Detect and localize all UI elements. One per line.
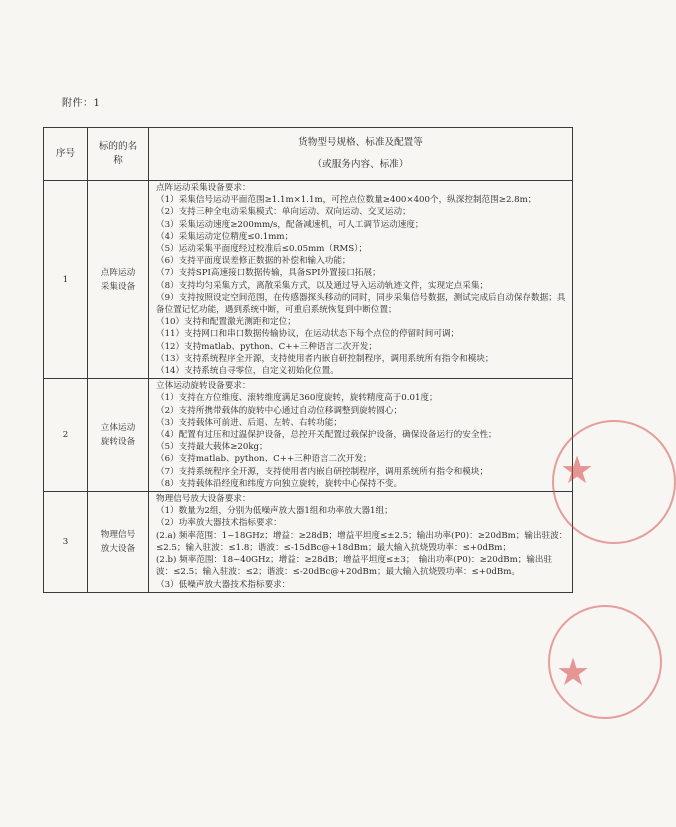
- spec-line: （8）支持均匀采集方式，离散采集方式，以及通过导入运动轨迹文件，实现定点采集；: [156, 280, 489, 291]
- header-spec-line2: （或服务内容、标准）: [312, 159, 409, 170]
- spec-lines: [149, 181, 572, 378]
- header-name: [88, 128, 149, 181]
- table-row: [44, 492, 573, 593]
- row-no: 2: [44, 379, 88, 492]
- spec-line: （4）采集运动定位精度≤0.1mm；: [156, 231, 294, 242]
- spec-line: （14）支持系统自寻零位，自定义初始化位置。: [156, 366, 339, 377]
- table-row: [44, 181, 573, 379]
- row-name: [88, 181, 149, 379]
- seal-star-icon: ★: [560, 448, 595, 492]
- row-name: [88, 492, 149, 593]
- spec-line: （2）支持三种全电动采集模式：单向运动、双向运动、交叉运动；: [156, 207, 411, 218]
- spec-line: （1）数量为2组，分别为低噪声放大器1组和功率放大器1组；: [156, 506, 393, 517]
- spec-line: （2）功率放大器技术指标要求：: [156, 518, 282, 529]
- header-row: [44, 128, 573, 181]
- spec-line: （8）支持载体沿经度和纬度方向独立旋转，旋转中心保持不变。: [156, 478, 403, 489]
- spec-line: (2.b) 频率范围：18~40GHz；增益：≥28dB；增益平坦度≤±3； 输出功率(P0)：≥20dBm；输出驻波：≤2.5；输入驻波：≤2；谐波：≤-20dBc@+20dBm；最大输入抗烧毁功率：≤+0dBm。: [156, 555, 553, 578]
- spec-line: （7）支持系统程序全开源，支持使用者内嵌自研控制程序，调用系统所有指令和模块；: [156, 466, 489, 477]
- spec-line: （1）采集信号运动平面范围≥1.1m×1.1m，可控点位数量≥400×400个，纵深控制范围≥2.8m；: [156, 195, 537, 206]
- spec-lines: [149, 379, 572, 491]
- header-name-text: 标的的名称: [98, 140, 138, 166]
- spec-line: （3）低噪声放大器技术指标要求：: [156, 579, 291, 590]
- spec-table: [43, 127, 573, 593]
- table-row: [44, 379, 573, 492]
- row-name: [88, 379, 149, 492]
- spec-line: （11）支持网口和串口数据传输协议，在运动状态下每个点位的停留时间可调；: [156, 329, 460, 340]
- row-no: 1: [44, 181, 88, 379]
- spec-line: 物理信号放大设备要求：: [156, 494, 251, 505]
- spec-line: （2）支持所携带载体的旋转中心通过自动位移调整到旋转圆心；: [156, 405, 403, 416]
- row-spec: [149, 492, 573, 593]
- row-spec: [149, 181, 573, 379]
- header-no: 序号: [44, 128, 88, 181]
- spec-line: 立体运动旋转设备要求：: [156, 381, 251, 392]
- attachment-label: 附件：1: [62, 98, 101, 109]
- spec-line: （10）支持和配置激光测距和定位；: [156, 317, 296, 328]
- spec-lines: [149, 492, 572, 592]
- spec-line: （4）配置有过压和过温保护设备，总控开关配置过载保护设备，确保设备运行的安全性；: [156, 430, 497, 441]
- spec-line: （13）支持系统程序全开源，支持使用者内嵌自研控制程序，调用系统所有指令和模块；: [156, 353, 494, 364]
- spec-line: （6）支持平面度误差修正数据的补偿和输入功能；: [156, 256, 351, 267]
- spec-line: （5）运动采集平面度经过校准后≤0.05mm（RMS）；: [156, 244, 368, 255]
- row-no: 3: [44, 492, 88, 593]
- spec-line: （9）支持按照设定空间范围，在传感器探头移动的同时，同步采集信号数据，测试完成后自动保存数据；具备位置记忆功能，遇到系统中断，可重启系统恢复到中断位置；: [156, 292, 566, 316]
- spec-line: (2.a) 频率范围：1~18GHz；增益：≥28dB；增益平坦度≤±2.5；输出功率(P0)：≥20dBm；输出驻波：≤2.5；输入驻波：≤1.8；谐波：≤-15dBc@+18dBm；最大输入抗烧毁功率：≤+0dBm；: [156, 530, 568, 553]
- seal-star-icon: ★: [556, 650, 591, 694]
- header-spec-line1: 货物型号规格、标准及配置等: [298, 137, 423, 148]
- spec-line: （1）支持在方位维度、滚转维度满足360度旋转，旋转精度高于0.01度；: [156, 393, 438, 404]
- spec-line: （3）支持载体可前进、后退、左转、右转功能；: [156, 417, 342, 428]
- spec-line: （6）支持matlab、python、C++三种语言二次开发；: [156, 454, 372, 465]
- spec-line: （7）支持SPI高速接口数据传输，具备SPI外置接口拓展；: [156, 268, 381, 279]
- header-spec: [149, 128, 573, 181]
- spec-line: （3）采集运动速度≥200mm/s，配备减速机，可人工调节运动速度；: [156, 219, 424, 230]
- spec-line: （12）支持matlab、python、C++三种语言二次开发；: [156, 341, 377, 352]
- row-spec: [149, 379, 573, 492]
- row-name-text: 物理信号放大设备: [100, 529, 136, 554]
- row-name-text: 立体运动旋转设备: [100, 423, 136, 448]
- red-seal-stamp: [548, 605, 662, 719]
- spec-line: （5）支持最大载体≥20kg；: [156, 442, 268, 453]
- spec-line: 点阵运动采集设备要求：: [156, 183, 251, 193]
- row-name-text: 点阵运动采集设备: [100, 267, 136, 292]
